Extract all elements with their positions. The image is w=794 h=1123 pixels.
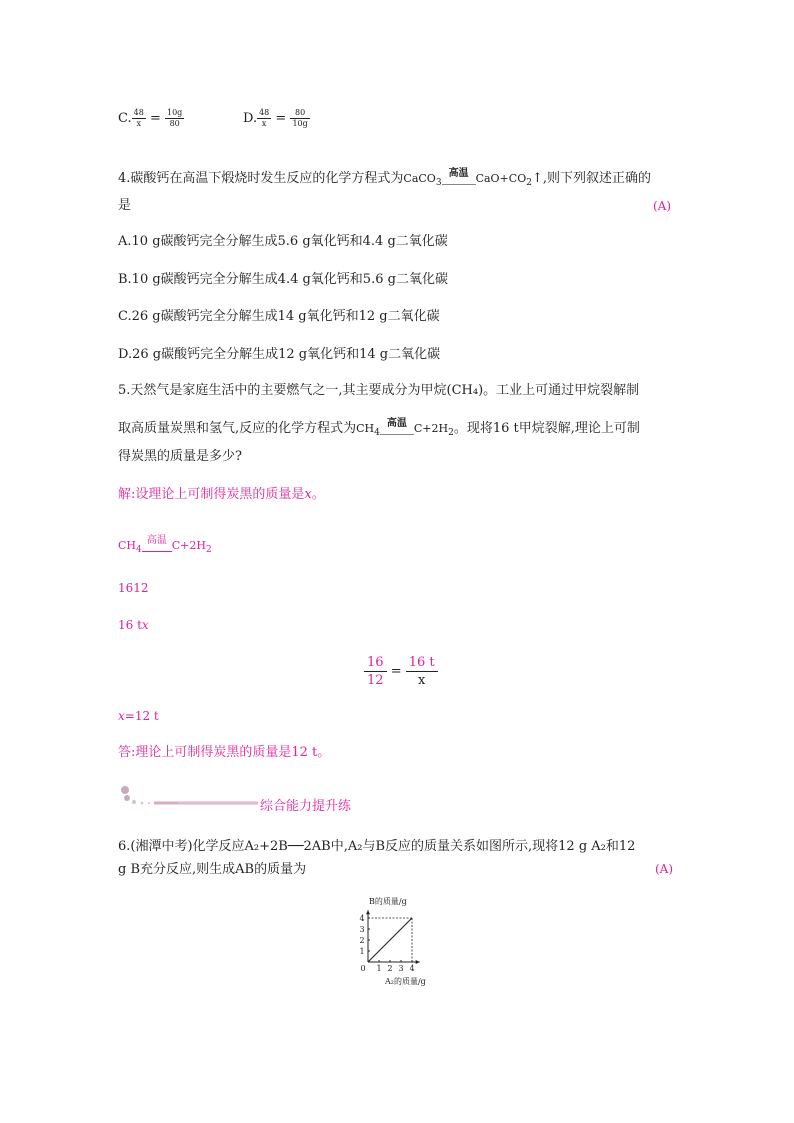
q5-proportion-right: $\frac{16 t}{x}$ [406, 654, 438, 689]
q4-option-d: D.26 g碳酸钙完全分解生成12 g氧化钙和14 g二氧化碳 [118, 347, 441, 362]
q6-stem-line2: g B充分反应,则生成AB的质量为 [118, 862, 307, 877]
y-axis-label: B的质量/g [369, 897, 407, 906]
option-d-frac1: $\frac{48}{x}$ [259, 108, 270, 128]
q5-ratio-line: 1612 [118, 581, 149, 595]
x-tick-label: 4 [409, 964, 415, 973]
q5-stem-line2: 取高质量炭黑和氢气,反应的化学方程式为$CH_4$ 高温 $C+2H_2$。现将16 t甲烷裂解,理论上可制 [118, 421, 640, 441]
q5-equation: $CH_4$ 高温 $C+2H_2$ [118, 538, 212, 558]
q5-proportion: $\frac{16}{12}$ = $\frac{16 t}{x}$ [364, 654, 438, 689]
q5-proportion-left: $\frac{16}{12}$ [364, 654, 387, 689]
q5-solution-intro: 解:设理论上可制得炭黑的质量是x。 [118, 487, 325, 502]
x-axis-arrow-icon [416, 960, 420, 964]
section-title: 综合能力提升练 [260, 799, 352, 814]
y-tick-label: 3 [359, 925, 365, 934]
q5-conclusion: 答:理论上可制得炭黑的质量是12 t。 [118, 745, 331, 760]
q4-option-a: A.10 g碳酸钙完全分解生成5.6 g氧化钙和4.4 g二氧化碳 [118, 234, 448, 249]
section-header [118, 782, 378, 812]
option-c-label: C. [118, 111, 132, 126]
y-axis-arrow-icon [366, 910, 370, 914]
x-axis-label: A₂的质量/g [385, 977, 426, 986]
section-decoration-icon [118, 782, 268, 812]
q5-stem-line1: 5.天然气是家庭生活中的主要燃气之一,其主要成分为甲烷(CH₄)。工业上可通过甲烷裂解制 [118, 383, 640, 398]
option-d-label: D. [243, 111, 258, 126]
q5-condition: 高温 [380, 425, 414, 441]
series-line [368, 918, 412, 962]
q4-condition: 高温 [442, 175, 476, 191]
q4-stem-line2: 是 [118, 198, 132, 213]
option-c-frac1: $\frac{48}{x}$ [133, 108, 144, 128]
q5-result: x=12 t [118, 709, 159, 723]
y-tick-label: 1 [359, 947, 365, 956]
option-c-frac2: $\frac{10g}{80}$ [167, 108, 183, 128]
q4-answer: (A) [653, 199, 672, 213]
q6-answer: (A) [655, 862, 674, 876]
q6-stem-line1: 6.(湘潭中考)化学反应A₂+2B──2AB中,A₂与B反应的质量关系如图所示,现将12 g A₂和12 [118, 839, 636, 854]
x-tick-label: 0 [360, 964, 366, 973]
q4-option-c: C.26 g碳酸钙完全分解生成14 g氧化钙和12 g二氧化碳 [118, 309, 440, 324]
q4-stem-line1: 4.碳酸钙在高温下煅烧时发生反应的化学方程式为CaCO$_3$ 高温 $CaO+CO_2↑$,则下列叙述正确的 [118, 171, 651, 191]
q4-option-b: B.10 g碳酸钙完全分解生成4.4 g氧化钙和5.6 g二氧化碳 [118, 272, 448, 287]
x-tick-label: 3 [398, 964, 404, 973]
option-d-frac2: $\frac{80}{10g}$ [292, 108, 308, 128]
q5-eq-condition: 高温 [142, 542, 172, 558]
option-c: C. $\frac{48}{x}$ = $\frac{10g}{80}$ [118, 108, 183, 128]
q5-stem-line3: 得炭黑的质量是多少? [118, 449, 242, 464]
mass-relation-chart [345, 894, 455, 994]
x-tick-label: 1 [376, 964, 382, 973]
y-tick-label: 2 [359, 936, 365, 945]
x-tick-label: 2 [387, 964, 393, 973]
q5-given-line: 16 tx [118, 618, 149, 632]
y-tick-label: 4 [359, 914, 365, 923]
option-d: D. $\frac{48}{x}$ = $\frac{80}{10g}$ [243, 108, 308, 128]
